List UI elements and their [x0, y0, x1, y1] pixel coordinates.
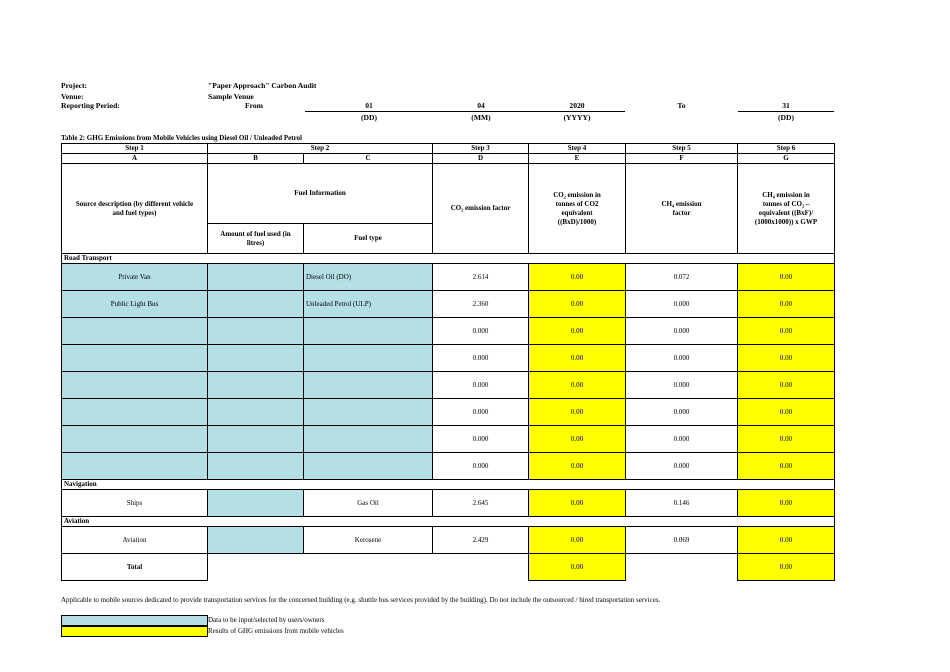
table-row: [62, 372, 835, 399]
ch4-result-cell: 0.00: [738, 527, 835, 554]
letter-row: [62, 154, 835, 164]
ch4-factor-cell: 0.146: [626, 490, 738, 517]
total-row: [62, 554, 835, 581]
ch4-result-cell: 0.00: [738, 490, 835, 517]
co2-result-cell: 0.00: [529, 345, 626, 372]
fuel-type-select[interactable]: Diesel Oil (DO): [304, 264, 433, 291]
table-row: [62, 264, 835, 291]
ch4-factor-cell: 0.069: [626, 527, 738, 554]
step-4-header: Step 4: [529, 144, 626, 154]
ch4-result-cell: 0.00: [738, 453, 835, 480]
co2-result-cell: 0.00: [529, 372, 626, 399]
from-day-value[interactable]: 01: [365, 101, 373, 110]
ch4-factor-cell: 0.000: [626, 345, 738, 372]
from-month-underline: [433, 111, 529, 112]
co2-factor-cell: 0.000: [433, 426, 529, 453]
col-g-header: CH₄ emission in tonnes of CO₂ – equivalent ((BxF)/ (1000x1000)) x GWP: [738, 164, 835, 254]
venue-label: Venue:: [61, 92, 84, 101]
co2-result-cell: 0.00: [529, 426, 626, 453]
from-month-value[interactable]: 04: [477, 101, 485, 110]
source-cell[interactable]: [62, 372, 208, 399]
from-day-caption: (DD): [360, 113, 378, 122]
fuel-type-select[interactable]: [304, 372, 433, 399]
from-year-caption: (YYYY): [563, 113, 591, 122]
col-b-header: Amount of fuel used (in litres): [208, 224, 304, 254]
col-letter-b: B: [208, 154, 304, 164]
fuel-amount-input[interactable]: [208, 426, 304, 453]
legend-input-label: Data to be input/selected by users/owners: [208, 616, 325, 624]
from-day-underline: [305, 111, 433, 112]
ch4-result-cell: 0.00: [738, 318, 835, 345]
ch4-factor-cell: 0.000: [626, 453, 738, 480]
source-cell[interactable]: Public Light Bus: [62, 291, 208, 318]
fuel-type-select[interactable]: [304, 399, 433, 426]
table-row: [62, 527, 835, 554]
co2-factor-cell: 0.000: [433, 453, 529, 480]
table-row: [62, 490, 835, 517]
source-cell[interactable]: [62, 453, 208, 480]
fuel-type-select[interactable]: [304, 426, 433, 453]
from-label: From: [245, 101, 263, 110]
fuel-amount-input[interactable]: [208, 264, 304, 291]
project-value: "Paper Approach" Carbon Audit: [208, 81, 317, 90]
source-cell: Aviation: [62, 527, 208, 554]
source-cell[interactable]: Private Van: [62, 264, 208, 291]
ch4-factor-cell: 0.000: [626, 291, 738, 318]
source-cell[interactable]: [62, 426, 208, 453]
table-row: [62, 426, 835, 453]
col-letter-f: F: [626, 154, 738, 164]
legend-result-swatch: [61, 626, 208, 637]
table-row: [62, 291, 835, 318]
ch4-result-cell: 0.00: [738, 372, 835, 399]
legend-input-swatch: [61, 615, 208, 626]
co2-result-cell: 0.00: [529, 264, 626, 291]
project-label: Project:: [61, 81, 87, 90]
ch4-result-cell: 0.00: [738, 426, 835, 453]
ch4-factor-cell: 0.072: [626, 264, 738, 291]
to-day-value[interactable]: 31: [782, 101, 790, 110]
source-cell[interactable]: [62, 318, 208, 345]
co2-result-cell: 0.00: [529, 527, 626, 554]
fuel-amount-input[interactable]: [208, 345, 304, 372]
ch4-factor-cell: 0.000: [626, 426, 738, 453]
section-navigation: Navigation: [62, 480, 835, 490]
co2-factor-cell: 2.645: [433, 490, 529, 517]
ch4-factor-cell: 0.000: [626, 372, 738, 399]
source-cell: Ships: [62, 490, 208, 517]
ch4-result-cell: 0.00: [738, 345, 835, 372]
col-letter-g: G: [738, 154, 835, 164]
from-year-value[interactable]: 2020: [569, 101, 585, 110]
ch4-result-cell: 0.00: [738, 399, 835, 426]
col-letter-d: D: [433, 154, 529, 164]
ch4-result-cell: 0.00: [738, 264, 835, 291]
table-row: [62, 399, 835, 426]
co2-factor-cell: 0.000: [433, 345, 529, 372]
table-row: [62, 345, 835, 372]
from-year-underline: [529, 111, 625, 112]
fuel-type-select[interactable]: Unleaded Petrol (ULP): [304, 291, 433, 318]
fuel-amount-input[interactable]: [208, 527, 304, 554]
table-row: [62, 318, 835, 345]
legend-result-label: Results of GHG emissions from mobile vehicles: [208, 627, 344, 635]
ch4-factor-cell: 0.000: [626, 318, 738, 345]
col-a-header: Source description (by different vehicle and fuel types): [62, 164, 208, 254]
source-cell[interactable]: [62, 345, 208, 372]
reporting-period-label: Reporting Period:: [61, 101, 120, 110]
fuel-amount-input[interactable]: [208, 453, 304, 480]
co2-factor-cell: 0.000: [433, 372, 529, 399]
step-2-header: Step 2: [208, 144, 433, 154]
fuel-amount-input[interactable]: [208, 291, 304, 318]
co2-result-cell: 0.00: [529, 399, 626, 426]
from-month-caption: (MM): [471, 113, 491, 122]
co2-result-cell: 0.00: [529, 490, 626, 517]
to-day-underline: [738, 111, 834, 112]
table-title: Table 2: GHG Emissions from Mobile Vehicles using Diesel Oil / Unleaded Petrol: [61, 134, 302, 142]
co2-result-cell: 0.00: [529, 318, 626, 345]
fuel-amount-input[interactable]: [208, 372, 304, 399]
fuel-amount-input[interactable]: [208, 490, 304, 517]
co2-result-cell: 0.00: [529, 291, 626, 318]
ch4-factor-cell: 0.000: [626, 399, 738, 426]
col-letter-a: A: [62, 154, 208, 164]
col-d-header: CO₂ emission factor: [433, 164, 529, 254]
total-ch4-cell: 0.00: [738, 554, 835, 581]
table-row: [62, 453, 835, 480]
fuel-type-cell: Kerosene: [304, 527, 433, 554]
co2-factor-cell: 0.000: [433, 318, 529, 345]
to-label: To: [677, 101, 686, 110]
col-f-header: CH₄ emission factor: [626, 164, 738, 254]
co2-factor-cell: 2.429: [433, 527, 529, 554]
step-1-header: Step 1: [62, 144, 208, 154]
fuel-information-header: Fuel Information: [208, 164, 433, 224]
fuel-type-select[interactable]: [304, 345, 433, 372]
total-label: Total: [62, 554, 208, 581]
step-5-header: Step 5: [626, 144, 738, 154]
section-road-transport: Road Transport: [62, 254, 835, 264]
ch4-result-cell: 0.00: [738, 291, 835, 318]
col-e-header: CO₂ emission in tonnes of CO2 equivalent ((BxD)/1000): [529, 164, 626, 254]
fuel-type-select[interactable]: [304, 453, 433, 480]
co2-factor-cell: 0.000: [433, 399, 529, 426]
fuel-amount-input[interactable]: [208, 318, 304, 345]
co2-factor-cell: 2.614: [433, 264, 529, 291]
ghg-mobile-table: [61, 143, 835, 581]
fuel-type-select[interactable]: [304, 318, 433, 345]
source-cell[interactable]: [62, 399, 208, 426]
venue-value: Sample Venue: [208, 92, 254, 101]
fuel-type-cell: Gas Oil: [304, 490, 433, 517]
step-6-header: Step 6: [738, 144, 835, 154]
applicability-note: Applicable to mobile sources dedicated to provide transportation services for the concerned building (e.g. shuttle bus services provided by the building). Do not include the outsourced / hired transportation services.: [61, 596, 661, 604]
col-letter-e: E: [529, 154, 626, 164]
col-letter-c: C: [304, 154, 433, 164]
fuel-amount-input[interactable]: [208, 399, 304, 426]
col-c-header: Fuel type: [304, 224, 433, 254]
co2-result-cell: 0.00: [529, 453, 626, 480]
step-row: [62, 144, 835, 154]
step-3-header: Step 3: [433, 144, 529, 154]
to-day-caption: (DD): [777, 113, 795, 122]
total-co2-cell: 0.00: [529, 554, 626, 581]
co2-factor-cell: 2.360: [433, 291, 529, 318]
section-aviation: Aviation: [62, 517, 835, 527]
